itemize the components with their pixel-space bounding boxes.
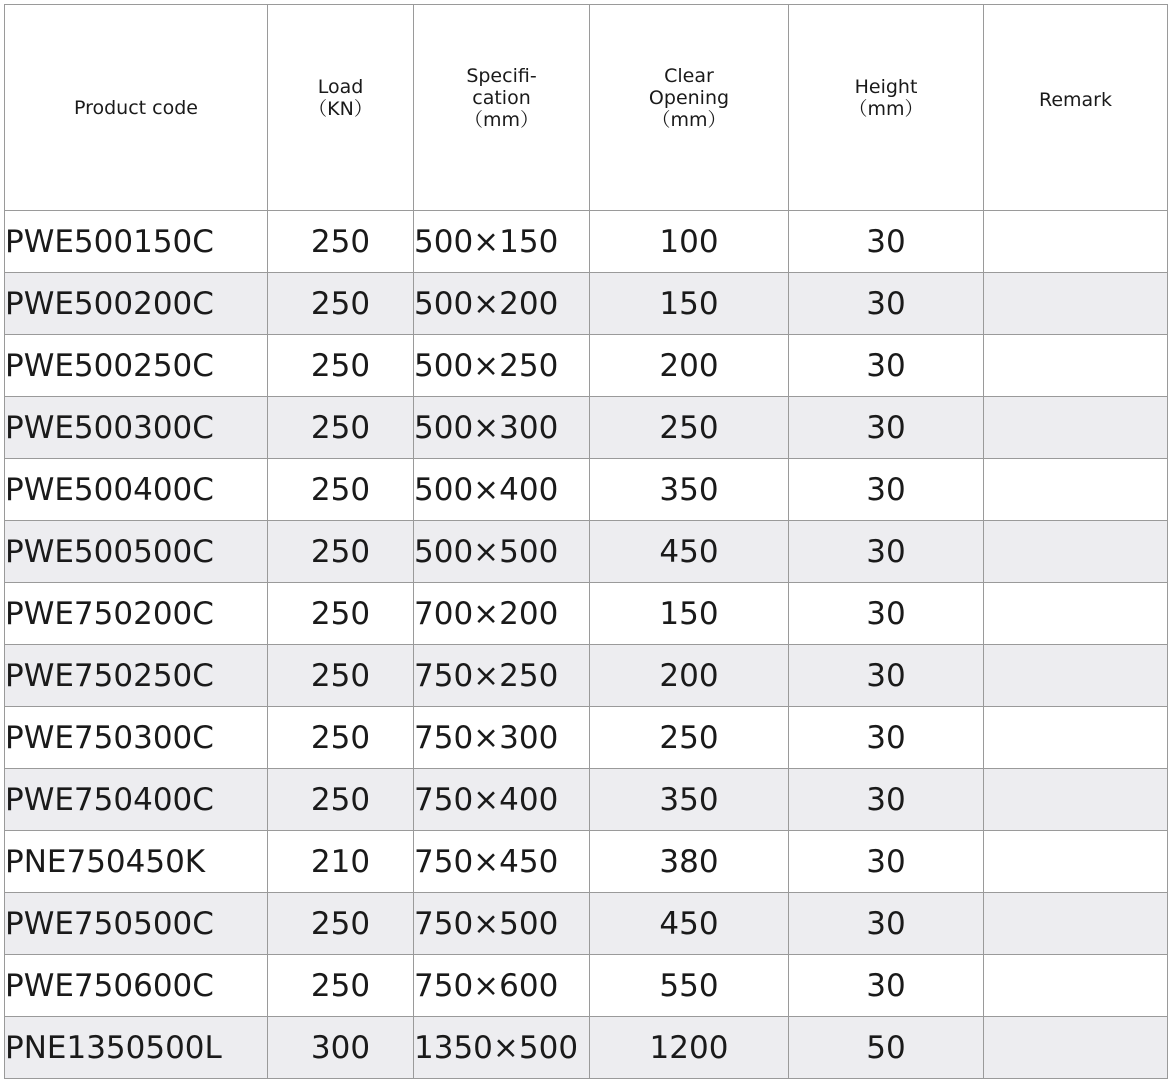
cell-load: 250 xyxy=(268,893,414,955)
cell-remark xyxy=(984,335,1168,397)
table-row xyxy=(5,335,1168,397)
cell-load: 250 xyxy=(268,645,414,707)
cell-clear-opening: 350 xyxy=(590,459,789,521)
cell-load: 210 xyxy=(268,831,414,893)
cell-clear-opening: 100 xyxy=(590,211,789,273)
cell-specification: 500×250 xyxy=(414,335,590,397)
cell-product-code: PWE500150C xyxy=(5,211,268,273)
cell-height: 30 xyxy=(789,769,984,831)
header-load-label: Load xyxy=(317,75,364,98)
cell-load: 250 xyxy=(268,583,414,645)
cell-remark xyxy=(984,521,1168,583)
cell-remark xyxy=(984,645,1168,707)
table-row xyxy=(5,831,1168,893)
cell-product-code: PWE500500C xyxy=(5,521,268,583)
cell-specification: 500×400 xyxy=(414,459,590,521)
header-specification xyxy=(414,5,590,211)
cell-load: 250 xyxy=(268,459,414,521)
cell-remark xyxy=(984,273,1168,335)
cell-height: 30 xyxy=(789,459,984,521)
cell-height: 30 xyxy=(789,273,984,335)
cell-load: 250 xyxy=(268,397,414,459)
cell-load: 250 xyxy=(268,955,414,1017)
header-height-unit: （mm） xyxy=(848,97,924,120)
header-load-unit: （KN） xyxy=(308,97,373,120)
cell-height: 30 xyxy=(789,955,984,1017)
cell-clear-opening: 450 xyxy=(590,521,789,583)
table-row xyxy=(5,211,1168,273)
cell-product-code: PWE750500C xyxy=(5,893,268,955)
cell-remark xyxy=(984,769,1168,831)
header-height-label: Height xyxy=(854,75,918,98)
cell-height: 30 xyxy=(789,645,984,707)
cell-product-code: PWE750300C xyxy=(5,707,268,769)
cell-clear-opening: 200 xyxy=(590,645,789,707)
cell-clear-opening: 250 xyxy=(590,397,789,459)
header-clear-opening-line1: Clear xyxy=(664,64,714,87)
cell-specification: 500×500 xyxy=(414,521,590,583)
cell-load: 300 xyxy=(268,1017,414,1079)
cell-clear-opening: 250 xyxy=(590,707,789,769)
cell-remark xyxy=(984,211,1168,273)
header-load xyxy=(268,5,414,211)
header-specification-unit: （mm） xyxy=(463,108,540,131)
cell-specification: 1350×500 xyxy=(414,1017,590,1079)
cell-load: 250 xyxy=(268,707,414,769)
cell-remark xyxy=(984,893,1168,955)
header-clear-opening xyxy=(590,5,789,211)
cell-remark xyxy=(984,1017,1168,1079)
cell-clear-opening: 550 xyxy=(590,955,789,1017)
cell-specification: 700×200 xyxy=(414,583,590,645)
table-row xyxy=(5,955,1168,1017)
cell-specification: 750×400 xyxy=(414,769,590,831)
cell-height: 30 xyxy=(789,583,984,645)
cell-load: 250 xyxy=(268,769,414,831)
cell-height: 50 xyxy=(789,1017,984,1079)
cell-product-code: PWE750250C xyxy=(5,645,268,707)
cell-height: 30 xyxy=(789,893,984,955)
header-row xyxy=(5,5,1168,211)
header-product-code xyxy=(5,5,268,211)
cell-clear-opening: 200 xyxy=(590,335,789,397)
table-row xyxy=(5,707,1168,769)
cell-product-code: PWE500200C xyxy=(5,273,268,335)
cell-product-code: PNE750450K xyxy=(5,831,268,893)
cell-height: 30 xyxy=(789,707,984,769)
cell-clear-opening: 450 xyxy=(590,893,789,955)
cell-height: 30 xyxy=(789,211,984,273)
product-spec-table xyxy=(4,4,1168,1079)
cell-specification: 750×250 xyxy=(414,645,590,707)
table-row xyxy=(5,459,1168,521)
cell-specification: 500×150 xyxy=(414,211,590,273)
table-row xyxy=(5,521,1168,583)
cell-clear-opening: 150 xyxy=(590,583,789,645)
cell-clear-opening: 350 xyxy=(590,769,789,831)
cell-specification: 500×300 xyxy=(414,397,590,459)
cell-specification: 750×500 xyxy=(414,893,590,955)
table-row xyxy=(5,397,1168,459)
cell-remark xyxy=(984,831,1168,893)
table-row xyxy=(5,645,1168,707)
cell-product-code: PWE750600C xyxy=(5,955,268,1017)
cell-product-code: PWE750400C xyxy=(5,769,268,831)
table-header xyxy=(5,5,1168,211)
cell-remark xyxy=(984,459,1168,521)
header-remark-label: Remark xyxy=(1038,88,1112,111)
cell-specification: 500×200 xyxy=(414,273,590,335)
cell-specification: 750×600 xyxy=(414,955,590,1017)
table-row xyxy=(5,893,1168,955)
cell-product-code: PWE500250C xyxy=(5,335,268,397)
cell-specification: 750×450 xyxy=(414,831,590,893)
cell-clear-opening: 150 xyxy=(590,273,789,335)
table-body xyxy=(5,211,1168,1079)
header-specification-line2: cation xyxy=(472,86,531,109)
cell-product-code: PWE500400C xyxy=(5,459,268,521)
header-clear-opening-unit: （mm） xyxy=(651,108,727,131)
cell-load: 250 xyxy=(268,335,414,397)
header-height xyxy=(789,5,984,211)
header-specification-line1: Specifi- xyxy=(466,64,537,87)
cell-clear-opening: 380 xyxy=(590,831,789,893)
cell-remark xyxy=(984,707,1168,769)
header-remark xyxy=(984,5,1168,211)
cell-product-code: PNE1350500L xyxy=(5,1017,268,1079)
cell-specification: 750×300 xyxy=(414,707,590,769)
header-clear-opening-line2: Opening xyxy=(648,86,730,109)
table-row xyxy=(5,273,1168,335)
cell-clear-opening: 1200 xyxy=(590,1017,789,1079)
cell-height: 30 xyxy=(789,831,984,893)
cell-remark xyxy=(984,955,1168,1017)
cell-load: 250 xyxy=(268,211,414,273)
header-product-code-label: Product code xyxy=(73,96,198,119)
cell-product-code: PWE750200C xyxy=(5,583,268,645)
cell-load: 250 xyxy=(268,521,414,583)
cell-product-code: PWE500300C xyxy=(5,397,268,459)
cell-remark xyxy=(984,397,1168,459)
table-row xyxy=(5,769,1168,831)
table-row xyxy=(5,1017,1168,1079)
cell-height: 30 xyxy=(789,397,984,459)
cell-height: 30 xyxy=(789,521,984,583)
table-row xyxy=(5,583,1168,645)
cell-load: 250 xyxy=(268,273,414,335)
cell-height: 30 xyxy=(789,335,984,397)
cell-remark xyxy=(984,583,1168,645)
